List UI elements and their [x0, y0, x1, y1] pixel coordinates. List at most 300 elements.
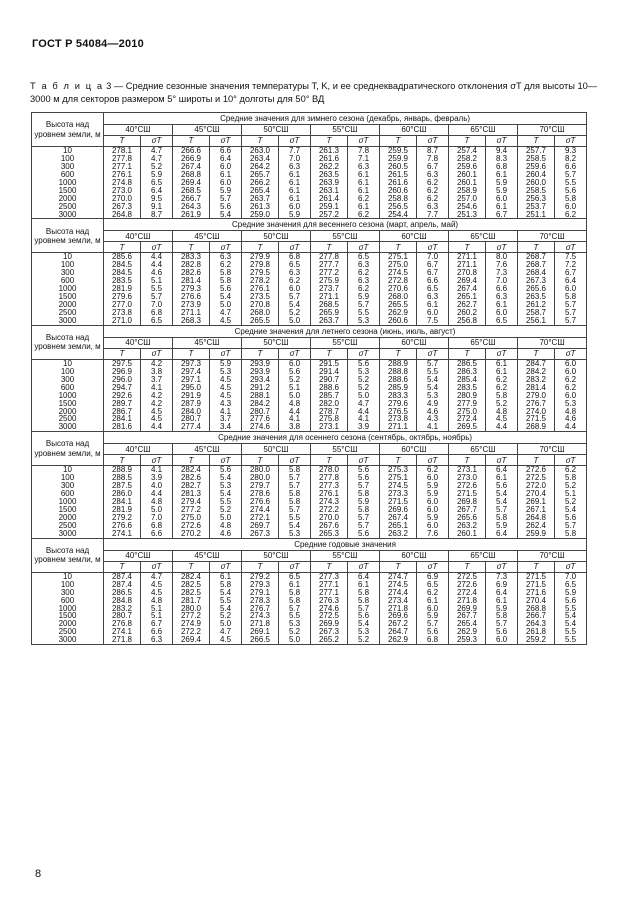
temperature-value: 268.5 — [180, 185, 202, 195]
temperature-value: 272.0 — [525, 481, 547, 491]
temperature-value: 267.4 — [180, 161, 202, 171]
temperature-value: 269.7 — [249, 520, 271, 530]
sigma-value: 6.4 — [495, 465, 508, 475]
table-caption — [30, 80, 600, 106]
latitude-row — [32, 550, 587, 561]
temperature-value: 280.7 — [249, 406, 271, 416]
height-value: 100 — [60, 366, 75, 376]
sigma-value: 6.2 — [357, 268, 370, 278]
height-header: Высота над уровнем земли, м — [32, 113, 104, 147]
temperature-value: 275.3 — [387, 465, 409, 475]
height-value: 2500 — [58, 520, 77, 530]
sigma-subheader: σT — [141, 455, 173, 466]
height-values — [32, 147, 104, 219]
sigma-subheader: σT — [141, 242, 173, 253]
sigma-value: 6.3 — [426, 169, 439, 179]
t-subheader: T — [449, 561, 486, 572]
sigma-value: 5.0 — [219, 300, 232, 310]
sigma-value: 8.3 — [495, 153, 508, 163]
height-value: 1500 — [58, 398, 77, 408]
temperature-values — [380, 147, 417, 219]
subheader-row — [32, 455, 587, 466]
latitude-header: 50°СШ — [242, 231, 311, 242]
temperature-value: 260.6 — [387, 315, 409, 325]
temperature-value: 292.6 — [111, 390, 133, 400]
temperature-value: 274.8 — [111, 177, 133, 187]
latitude-row — [32, 125, 587, 136]
temperature-value: 263.1 — [318, 185, 340, 195]
sigma-value: 4.5 — [219, 315, 232, 325]
temperature-value: 263.0 — [249, 146, 271, 155]
temperature-value: 268.0 — [249, 308, 271, 317]
temperature-value: 257.7 — [525, 146, 547, 155]
sigma-value: 5.9 — [495, 177, 508, 187]
latitude-header: 70°СШ — [518, 125, 587, 136]
temperature-value: 274.6 — [318, 603, 340, 613]
sigma-value: 5.7 — [357, 603, 370, 613]
sigma-value: 5.7 — [357, 520, 370, 530]
height-value: 1500 — [58, 611, 77, 621]
sigma-value: 6.9 — [495, 579, 508, 589]
t-subheader: T — [449, 455, 486, 466]
temperature-value: 271.5 — [525, 414, 547, 424]
sigma-value: 5.5 — [565, 635, 577, 645]
sigma-value: 6.0 — [495, 635, 508, 645]
temperature-value: 272.8 — [387, 276, 409, 286]
temperature-value: 287.5 — [111, 481, 133, 491]
latitude-header: 55°СШ — [311, 125, 380, 136]
sigma-value: 6.0 — [565, 201, 577, 211]
height-value: 1000 — [58, 284, 77, 294]
sigma-value: 5.8 — [288, 587, 301, 597]
sigma-values — [279, 572, 311, 644]
temperature-value: 286.5 — [111, 587, 133, 597]
temperature-value: 263.5 — [318, 169, 340, 179]
temperature-value: 269.9 — [456, 603, 478, 613]
sigma-value: 5.2 — [565, 481, 577, 491]
temperature-values — [311, 147, 348, 219]
sigma-value: 5.0 — [288, 635, 301, 645]
latitude-row — [32, 231, 587, 242]
latitude-header: 40°СШ — [104, 444, 173, 455]
temperature-value: 272.4 — [456, 414, 478, 424]
temperature-value: 268.7 — [525, 252, 547, 262]
sigma-value: 5.5 — [565, 603, 577, 613]
sigma-value: 9.3 — [565, 146, 577, 155]
sigma-value: 6.0 — [426, 603, 439, 613]
sigma-value: 6.3 — [288, 161, 301, 171]
sigma-value: 4.6 — [426, 406, 439, 416]
sigma-subheader: σT — [417, 136, 449, 147]
sigma-value: 5.6 — [565, 512, 577, 522]
temperature-value: 271.8 — [111, 635, 133, 645]
temperature-value: 294.7 — [111, 382, 133, 392]
sigma-value: 6.1 — [357, 177, 370, 187]
sigma-value: 6.3 — [357, 161, 370, 171]
section-title-row — [32, 325, 587, 337]
sigma-value: 5.7 — [495, 505, 508, 514]
sigma-subheader: σT — [486, 242, 518, 253]
sigma-value: 7.0 — [426, 252, 439, 262]
temperature-value: 283.5 — [456, 382, 478, 392]
t-subheader: T — [104, 455, 141, 466]
sigma-value: 6.1 — [495, 595, 508, 605]
temperature-value: 279.9 — [249, 252, 271, 262]
sigma-value: 5.8 — [357, 505, 370, 514]
latitude-header: 65°СШ — [449, 444, 518, 455]
document-header: ГОСТ Р 54084—2010 — [32, 38, 144, 50]
temperature-value: 271.1 — [456, 252, 478, 262]
sigma-value: 4.4 — [150, 489, 163, 499]
temperature-value: 271.0 — [111, 315, 133, 325]
temperature-value: 260.2 — [456, 308, 478, 317]
sigma-values — [417, 253, 449, 325]
sigma-value: 7.3 — [495, 268, 508, 278]
t-subheader: T — [311, 561, 348, 572]
sigma-values — [417, 466, 449, 538]
temperature-value: 281.4 — [525, 382, 547, 392]
sigma-value: 6.5 — [426, 284, 439, 294]
temperature-value: 274.5 — [387, 481, 409, 491]
sigma-values — [555, 147, 587, 219]
temperature-value: 265.1 — [387, 520, 409, 530]
temperature-value: 270.6 — [387, 284, 409, 294]
sigma-value: 6.2 — [495, 382, 508, 392]
temperature-value: 274.4 — [387, 587, 409, 597]
sigma-value: 6.1 — [495, 201, 508, 211]
temperature-value: 286.0 — [111, 489, 133, 499]
data-row — [32, 359, 587, 431]
sigma-value: 5.3 — [219, 481, 232, 491]
sigma-value: 6.2 — [219, 260, 232, 270]
temperature-value: 274.5 — [387, 579, 409, 589]
sigma-value: 5.8 — [219, 276, 232, 286]
sigma-value: 7.8 — [426, 153, 439, 163]
t-subheader: T — [380, 242, 417, 253]
temperature-value: 276.6 — [249, 497, 271, 507]
sigma-value: 4.5 — [150, 579, 163, 589]
sigma-value: 6.1 — [357, 169, 370, 179]
temperature-value: 266.7 — [180, 193, 202, 203]
height-values — [32, 253, 104, 325]
temperature-value: 260.1 — [456, 528, 478, 538]
temperature-value: 265.7 — [249, 169, 271, 179]
temperature-values — [173, 466, 210, 538]
sigma-value: 6.2 — [495, 374, 508, 384]
sigma-value: 4.1 — [219, 406, 232, 416]
temperature-value: 259.6 — [456, 161, 478, 171]
sigma-value: 5.3 — [288, 528, 301, 538]
temperature-value: 259.0 — [249, 209, 271, 219]
temperature-value: 261.2 — [525, 300, 547, 310]
sigma-subheader: σT — [486, 561, 518, 572]
temperature-value: 256.3 — [525, 193, 547, 203]
height-values — [32, 359, 104, 431]
sigma-subheader: σT — [555, 242, 587, 253]
temperature-value: 264.8 — [111, 209, 133, 219]
sigma-value: 6.1 — [495, 366, 508, 376]
temperature-value: 288.9 — [387, 359, 409, 368]
t-subheader: T — [449, 242, 486, 253]
sigma-value: 6.6 — [150, 627, 163, 637]
height-value: 3000 — [58, 209, 77, 219]
t-subheader: T — [380, 136, 417, 147]
sigma-value: 5.7 — [288, 505, 301, 514]
sigma-value: 5.6 — [565, 185, 577, 195]
temperature-value: 269.5 — [456, 422, 478, 432]
sigma-value: 5.8 — [495, 512, 508, 522]
t-subheader: T — [242, 561, 279, 572]
temperature-value: 272.6 — [525, 465, 547, 475]
temperature-value: 261.6 — [387, 177, 409, 187]
sigma-value: 4.5 — [150, 406, 163, 416]
temperature-value: 279.2 — [111, 512, 133, 522]
sigma-value: 6.5 — [495, 315, 508, 325]
temperature-values — [173, 147, 210, 219]
sigma-value: 6.2 — [426, 185, 439, 195]
sigma-value: 3.7 — [219, 414, 232, 424]
temperature-value: 261.3 — [318, 146, 340, 155]
temperature-value: 271.8 — [249, 619, 271, 629]
temperature-value: 265.3 — [318, 528, 340, 538]
sigma-value: 6.1 — [495, 300, 508, 310]
sigma-value: 5.4 — [426, 382, 439, 392]
sigma-value: 4.8 — [288, 398, 301, 408]
temperature-value: 275.0 — [180, 512, 202, 522]
temperature-value: 278.1 — [111, 146, 133, 155]
height-value: 600 — [60, 169, 75, 179]
temperature-value: 277.3 — [318, 572, 340, 581]
height-value: 300 — [60, 374, 75, 384]
temperature-value: 271.1 — [456, 260, 478, 270]
temperature-value: 288.6 — [318, 382, 340, 392]
sigma-value: 6.2 — [426, 465, 439, 475]
temperature-value: 267.7 — [456, 505, 478, 514]
sigma-value: 6.1 — [219, 572, 232, 581]
temperature-value: 274.3 — [318, 497, 340, 507]
sigma-values — [141, 359, 173, 431]
t-subheader: T — [173, 242, 210, 253]
temperature-value: 256.8 — [456, 315, 478, 325]
t-subheader: T — [173, 455, 210, 466]
height-value: 3000 — [58, 528, 77, 538]
temperature-value: 267.6 — [318, 520, 340, 530]
t-subheader: T — [173, 136, 210, 147]
t-subheader: T — [380, 348, 417, 359]
height-value: 1000 — [58, 497, 77, 507]
latitude-header: 55°СШ — [311, 231, 380, 242]
height-value: 2500 — [58, 414, 77, 424]
temperature-value: 274.0 — [525, 406, 547, 416]
sigma-value: 3.8 — [288, 422, 301, 432]
temperature-value: 270.0 — [111, 193, 133, 203]
temperature-value: 265.5 — [249, 315, 271, 325]
temperature-value: 262.9 — [387, 308, 409, 317]
sigma-value: 9.5 — [150, 193, 163, 203]
temperature-value: 261.5 — [387, 169, 409, 179]
temperature-value: 293.4 — [249, 374, 271, 384]
sigma-value: 6.0 — [426, 505, 439, 514]
t-subheader: T — [242, 348, 279, 359]
temperature-values — [380, 572, 417, 644]
sigma-value: 4.3 — [219, 398, 232, 408]
sigma-values — [348, 466, 380, 538]
temperature-value: 251.1 — [525, 209, 547, 219]
temperature-value: 279.5 — [249, 268, 271, 278]
sigma-value: 5.0 — [219, 512, 232, 522]
sigma-value: 4.7 — [150, 153, 163, 163]
sigma-value: 4.5 — [219, 390, 232, 400]
temperature-value: 271.8 — [387, 603, 409, 613]
temperature-value: 285.9 — [387, 382, 409, 392]
temperature-value: 260.5 — [387, 161, 409, 171]
page-number: 8 — [35, 868, 42, 880]
temperature-value: 282.5 — [180, 587, 202, 597]
temperature-value: 273.9 — [180, 300, 202, 310]
temperature-value: 280.0 — [249, 465, 271, 475]
sigma-subheader: σT — [279, 136, 311, 147]
height-value: 2000 — [58, 619, 77, 629]
sigma-value: 4.4 — [357, 406, 370, 416]
temperature-values — [311, 359, 348, 431]
height-value: 2500 — [58, 201, 77, 211]
temperature-value: 276.1 — [111, 169, 133, 179]
temperature-value: 270.2 — [180, 528, 202, 538]
temperature-value: 271.5 — [387, 497, 409, 507]
sigma-value: 7.2 — [565, 260, 577, 270]
sigma-value: 5.0 — [150, 505, 163, 514]
sigma-value: 6.1 — [288, 177, 301, 187]
sigma-value: 8.7 — [426, 146, 439, 155]
sigma-value: 6.4 — [150, 185, 163, 195]
temperature-value: 276.7 — [249, 603, 271, 613]
sigma-value: 5.8 — [219, 579, 232, 589]
sigma-subheader: σT — [210, 136, 242, 147]
sigma-value: 6.5 — [565, 579, 577, 589]
temperature-value: 291.4 — [318, 366, 340, 376]
temperature-value: 268.3 — [180, 315, 202, 325]
temperature-value: 259.3 — [456, 635, 478, 645]
sigma-values — [210, 359, 242, 431]
sigma-value: 4.1 — [150, 382, 163, 392]
temperature-value: 260.1 — [456, 169, 478, 179]
sigma-subheader: σT — [417, 561, 449, 572]
temperature-value: 267.4 — [456, 284, 478, 294]
sigma-value: 5.2 — [288, 627, 301, 637]
sigma-value: 5.2 — [288, 374, 301, 384]
sigma-value: 5.7 — [495, 619, 508, 629]
height-value: 600 — [60, 595, 75, 605]
sigma-value: 5.6 — [219, 465, 232, 475]
sigma-subheader: σT — [348, 348, 380, 359]
temperature-value: 265.5 — [387, 300, 409, 310]
t-subheader: T — [380, 455, 417, 466]
sigma-value: 4.7 — [150, 572, 163, 581]
latitude-header: 70°СШ — [518, 444, 587, 455]
sigma-value: 4.1 — [357, 414, 370, 424]
t-subheader: T — [449, 348, 486, 359]
temperature-value: 276.1 — [318, 489, 340, 499]
t-subheader: T — [518, 455, 555, 466]
sigma-value: 6.4 — [495, 528, 508, 538]
sigma-value: 5.5 — [219, 595, 232, 605]
sigma-value: 7.0 — [150, 300, 163, 310]
sigma-value: 4.1 — [426, 422, 439, 432]
temperature-value: 276.7 — [525, 398, 547, 408]
temperature-value: 284.2 — [249, 398, 271, 408]
temperature-value: 261.8 — [525, 627, 547, 637]
sigma-values — [141, 147, 173, 219]
temperature-value: 296.9 — [111, 366, 133, 376]
temperature-value: 293.9 — [249, 366, 271, 376]
sigma-value: 6.2 — [426, 177, 439, 187]
sigma-value: 8.7 — [150, 209, 163, 219]
sigma-values — [279, 147, 311, 219]
sigma-subheader: σT — [417, 455, 449, 466]
sigma-value: 3.4 — [219, 422, 232, 432]
temperature-value: 287.4 — [111, 579, 133, 589]
latitude-header: 45°СШ — [173, 125, 242, 136]
sigma-value: 3.9 — [357, 422, 370, 432]
height-value: 100 — [60, 260, 75, 270]
sigma-value: 7.6 — [426, 528, 439, 538]
sigma-value: 5.1 — [150, 603, 163, 613]
temperature-value: 278.6 — [249, 489, 271, 499]
sigma-value: 5.9 — [495, 603, 508, 613]
sigma-value: 5.4 — [565, 505, 577, 514]
sigma-subheader: σT — [555, 348, 587, 359]
sigma-value: 6.4 — [565, 276, 577, 286]
temperature-values — [449, 253, 486, 325]
sigma-value: 5.9 — [426, 489, 439, 499]
temperature-value: 284.1 — [111, 497, 133, 507]
sigma-value: 5.9 — [426, 611, 439, 621]
height-value: 2500 — [58, 627, 77, 637]
temperature-value: 274.9 — [180, 619, 202, 629]
sigma-value: 5.8 — [565, 292, 577, 302]
sigma-value: 6.0 — [288, 359, 301, 368]
sigma-value: 6.5 — [150, 315, 163, 325]
temperature-values — [242, 147, 279, 219]
caption-label: Т а б л и ц а — [30, 81, 104, 91]
sigma-subheader: σT — [279, 455, 311, 466]
temperature-value: 283.2 — [111, 603, 133, 613]
temperature-values — [311, 466, 348, 538]
sigma-value: 6.7 — [565, 268, 577, 278]
temperature-value: 291.9 — [180, 390, 202, 400]
temperature-values — [104, 466, 141, 538]
temperature-value: 286.7 — [111, 406, 133, 416]
sigma-value: 4.3 — [426, 414, 439, 424]
sigma-value: 5.3 — [288, 619, 301, 629]
temperature-values — [518, 572, 555, 644]
sigma-value: 7.0 — [565, 572, 577, 581]
temperature-values — [311, 253, 348, 325]
temperature-value: 271.8 — [456, 595, 478, 605]
t-subheader: T — [173, 348, 210, 359]
height-value: 1500 — [58, 505, 77, 514]
data-row — [32, 572, 587, 644]
sigma-value: 6.3 — [426, 201, 439, 211]
temperature-value: 259.2 — [525, 635, 547, 645]
data-row — [32, 253, 587, 325]
sigma-value: 4.2 — [150, 359, 163, 368]
sigma-value: 6.0 — [565, 359, 577, 368]
sigma-value: 6.2 — [565, 209, 577, 219]
sigma-value: 5.4 — [288, 520, 301, 530]
sigma-value: 7.1 — [357, 153, 370, 163]
sigma-values — [210, 466, 242, 538]
